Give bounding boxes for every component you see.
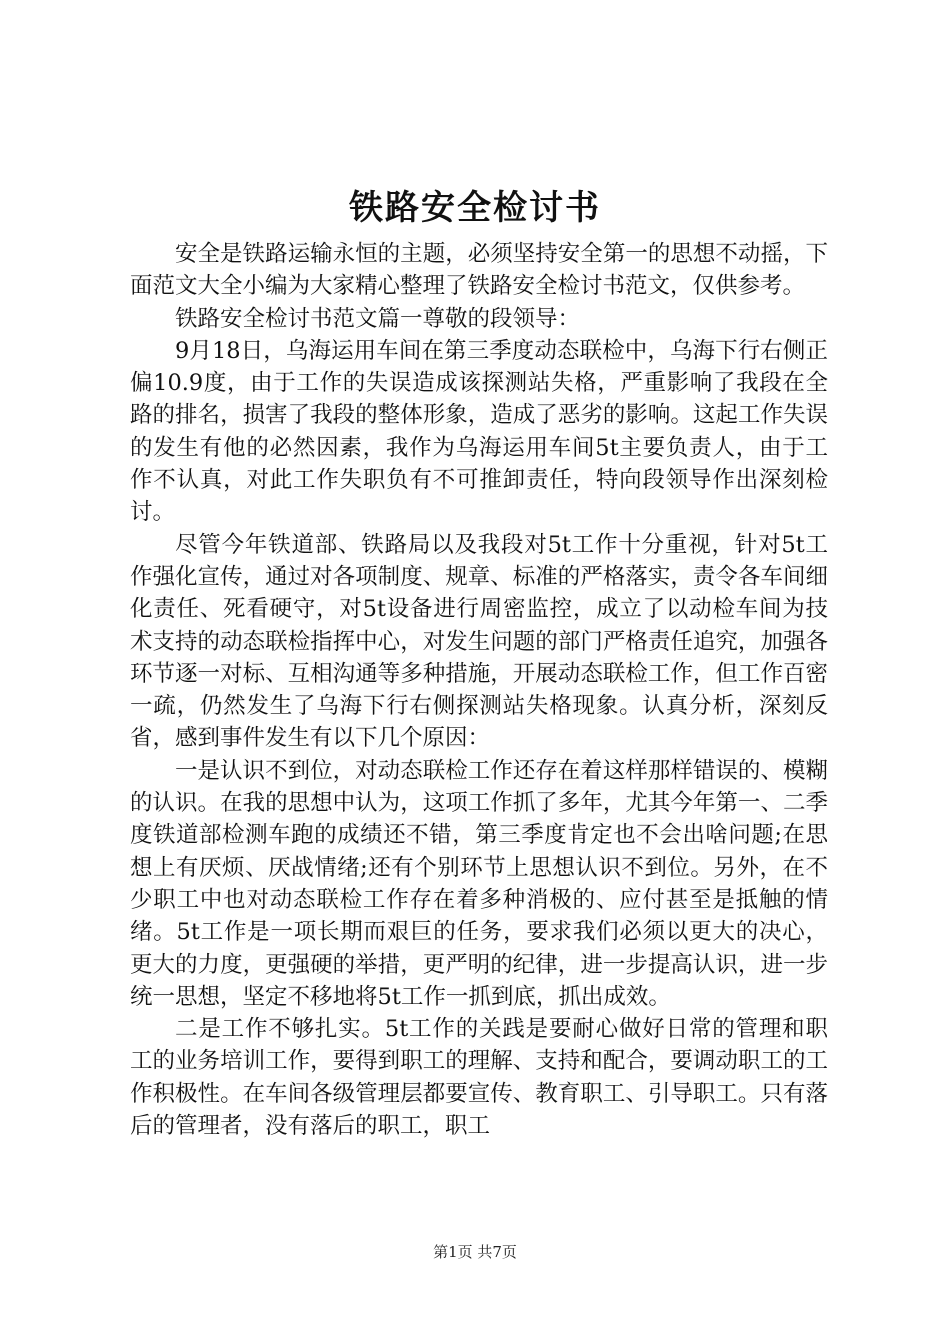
document-body xyxy=(130,238,828,1142)
paragraph-reason-one: 一是认识不到位，对动态联检工作还存在着这样那样错误的、模糊的认识。在我的思想中认为，这项工作抓了多年，尤其今年第一、二季度铁道部检测车跑的成绩还不错，第三季度肯定也不会出啥问题;在思想上有厌烦、厌战情绪;还有个别环节上思想认识不到位。另外，在不少职工中也对动态联检工作存在着多种消极的、应付甚至是抵触的情绪。5t工作是一项长期而艰巨的任务，要求我们必须以更大的决心，更大的力度，更强硬的举措，更严明的纪律，进一步提高认识，进一步统一思想，坚定不移地将5t工作一抓到底，抓出成效。 xyxy=(130,757,828,1010)
paragraph-intro: 安全是铁路运输永恒的主题，必须坚持安全第一的思想不动摇，下面范文大全小编为大家精心整理了铁路安全检讨书范文，仅供参考。 xyxy=(130,241,828,300)
paragraph-reason-two: 二是工作不够扎实。5t工作的关践是要耐心做好日常的管理和职工的业务培训工作，要得到职工的理解、支持和配合，要调动职工的工作积极性。在车间各级管理层都要宣传、教育职工、引导职工。只有落后的管理者，没有落后的职工，职工 xyxy=(130,1016,828,1140)
paragraph-background: 尽管今年铁道部、铁路局以及我段对5t工作十分重视，针对5t工作强化宣传，通过对各项制度、规章、标准的严格落实，责令各车间细化责任、死看硬守，对5t设备进行周密监控，成立了以动检车间为技术支持的动态联检指挥中心，对发生问题的部门严格责任追究，加强各环节逐一对标、互相沟通等多种措施，开展动态联检工作，但工作百密一疏，仍然发生了乌海下行右侧探测站失格现象。认真分析，深刻反省，感到事件发生有以下几个原因： xyxy=(130,531,828,752)
page-number-footer: 第1页 共7页 xyxy=(433,1243,517,1261)
paragraph-salutation: 铁路安全检讨书范文篇一尊敬的段领导： xyxy=(175,305,581,332)
document-title: 铁路安全检讨书 xyxy=(349,188,601,228)
paragraph-incident: 9月18日，乌海运用车间在第三季度动态联检中，乌海下行右侧正偏10.9度，由于工作的失误造成该探测站失格，严重影响了我段在全路的排名，损害了我段的整体形象，造成了恶劣的影响。这起工作失误的发生有他的必然因素，我作为乌海运用车间5t主要负责人，由于工作不认真，对此工作失职负有不可推卸责任，特向段领导作出深刻检讨。 xyxy=(130,337,828,526)
